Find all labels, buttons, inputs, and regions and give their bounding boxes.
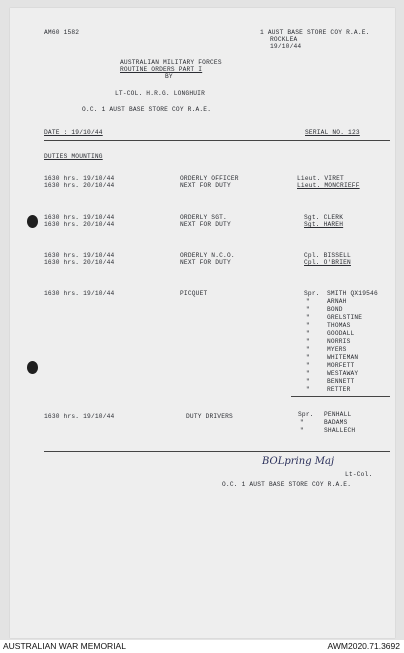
picquet-member: WHITEMAN <box>327 354 359 361</box>
rule <box>44 140 390 141</box>
orders-date: DATE : 19/10/44 <box>44 129 103 136</box>
ditto-mark: " <box>306 386 310 393</box>
picquet-member: NORRIS <box>327 338 351 345</box>
ditto-mark: " <box>306 330 310 337</box>
duty-name: ORDERLY OFFICER <box>180 175 239 182</box>
picquet-member: GOODALL <box>327 330 355 337</box>
ditto-mark: " <box>300 419 304 426</box>
assignee: Lieut. VIRET <box>297 175 344 182</box>
ditto-mark: " <box>306 362 310 369</box>
title-line-2: ROUTINE ORDERS PART I <box>120 66 203 73</box>
driver: PENHALL <box>324 411 352 418</box>
rank: Spr. <box>304 290 320 297</box>
assignee: Cpl. BISSELL <box>304 252 351 259</box>
ditto-mark: " <box>300 427 304 434</box>
duty-name: ORDERLY N.C.O. <box>180 252 235 259</box>
archive-name: AUSTRALIAN WAR MEMORIAL <box>3 641 126 651</box>
rank: Spr. <box>298 411 314 418</box>
picquet-member: BOND <box>327 306 343 313</box>
duty-name: NEXT FOR DUTY <box>180 221 231 228</box>
duty-name: NEXT FOR DUTY <box>180 259 231 266</box>
ditto-mark: " <box>306 346 310 353</box>
rule <box>291 396 390 397</box>
rule <box>44 451 390 452</box>
ditto-mark: " <box>306 298 310 305</box>
duty-time: 1630 hrs. 19/10/44 <box>44 413 115 420</box>
title-line-3: BY <box>165 73 173 80</box>
duty-name: DUTY DRIVERS <box>186 413 233 420</box>
picquet-member: SMITH QX19546 <box>327 290 378 297</box>
section-title: DUTIES MOUNTING <box>44 153 103 160</box>
ditto-mark: " <box>306 354 310 361</box>
duty-name: ORDERLY SGT. <box>180 214 227 221</box>
duty-time: 1630 hrs. 19/10/44 <box>44 175 115 182</box>
duty-time: 1630 hrs. 19/10/44 <box>44 252 115 259</box>
assignee: Sgt. CLERK <box>304 214 344 221</box>
duty-name: NEXT FOR DUTY <box>180 182 231 189</box>
duty-time: 1630 hrs. 20/10/44 <box>44 221 115 228</box>
picquet-member: THOMAS <box>327 322 351 329</box>
document-ref: AM60 1582 <box>44 29 80 36</box>
signatory-title: O.C. 1 AUST BASE STORE COY R.A.E. <box>222 481 352 488</box>
unit-name: 1 AUST BASE STORE COY R.A.E. <box>260 29 370 36</box>
assignee: Cpl. O'BRIEN <box>304 259 351 266</box>
ditto-mark: " <box>306 306 310 313</box>
assignee: Sgt. HAREH <box>304 221 344 228</box>
document-page <box>10 8 395 638</box>
assignee: Lieut. MONCRIEFF <box>297 182 360 189</box>
duty-time: 1630 hrs. 20/10/44 <box>44 182 115 189</box>
picquet-member: ARNAH <box>327 298 347 305</box>
picquet-member: WESTAWAY <box>327 370 359 377</box>
title-line-4: LT-COL. H.R.G. LONGHUIR <box>115 90 206 97</box>
header-date: 19/10/44 <box>270 43 302 50</box>
punch-hole <box>27 361 38 374</box>
ditto-mark: " <box>306 314 310 321</box>
title-line-1: AUSTRALIAN MILITARY FORCES <box>120 59 222 66</box>
duty-name: PICQUET <box>180 290 208 297</box>
ditto-mark: " <box>306 370 310 377</box>
picquet-member: MYERS <box>327 346 347 353</box>
signatory-rank: Lt-Col. <box>345 471 373 478</box>
serial-number: SERIAL NO. 123 <box>305 129 360 136</box>
picquet-member: GRELSTINE <box>327 314 363 321</box>
location: ROCKLEA <box>270 36 298 43</box>
title-line-5: O.C. 1 AUST BASE STORE COY R.A.E. <box>82 106 212 113</box>
picquet-member: MORFETT <box>327 362 355 369</box>
driver: SHALLECH <box>324 427 356 434</box>
signature: BOLpring Maj <box>262 456 335 467</box>
ditto-mark: " <box>306 378 310 385</box>
duty-time: 1630 hrs. 19/10/44 <box>44 214 115 221</box>
duty-time: 1630 hrs. 19/10/44 <box>44 290 115 297</box>
driver: BADAMS <box>324 419 348 426</box>
ditto-mark: " <box>306 322 310 329</box>
picquet-member: RETTER <box>327 386 351 393</box>
archive-reference: AWM2020.71.3692 <box>327 641 400 651</box>
punch-hole <box>27 215 38 228</box>
archive-footer <box>0 640 404 653</box>
picquet-member: BENNETT <box>327 378 355 385</box>
ditto-mark: " <box>306 338 310 345</box>
duty-time: 1630 hrs. 20/10/44 <box>44 259 115 266</box>
